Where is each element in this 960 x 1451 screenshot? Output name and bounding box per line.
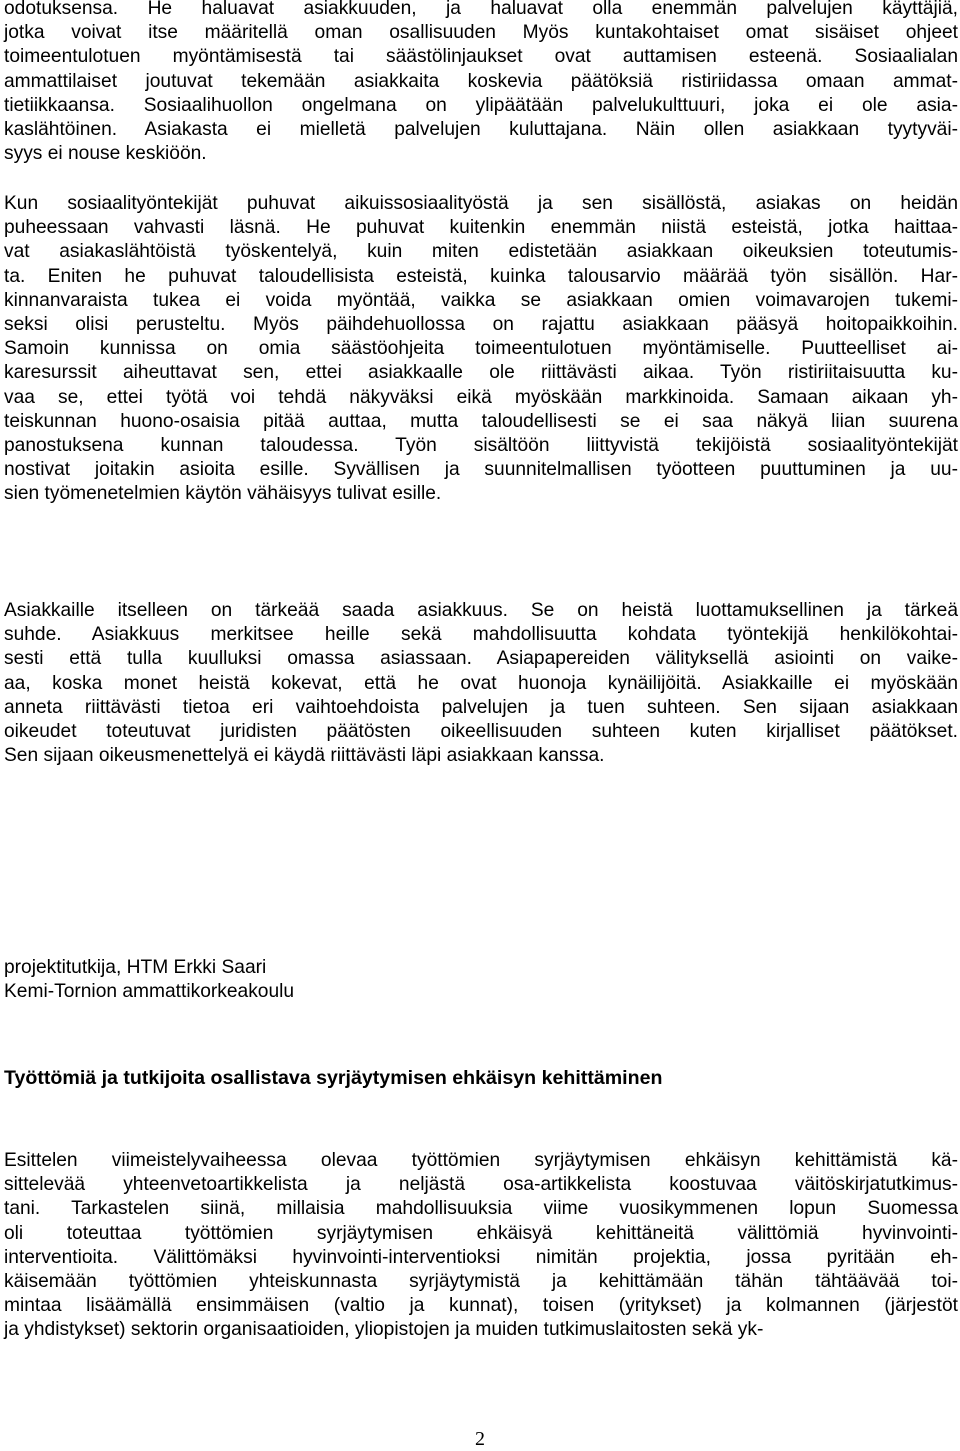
text-line: Sen sijaan oikeusmenettelyä ei käydä riittävästi läpi asiakkaan kanssa. [4,745,605,767]
body-paragraph-1 [4,0,958,166]
text-line: kaslähtöinen. Asiakasta ei mielletä palvelujen kuluttajana. Näin ollen asiakkaan tyytyväi- [4,118,958,140]
text-line: panostuksena kunnan taloudessa. Työn sisältöön liittyvistä tekijöistä sosiaalityöntekijät [4,434,958,456]
text-line: jotka voivat itse määritellä oman osallisuuden Myös kuntakohtaiset omat sisäiset ohjeet [4,22,958,44]
text-line: tietiikkaansa. Sosiaalihuollon ongelmana on ylipäätään palvelukulttuuri, joka ei ole asia- [4,94,958,116]
text-line: ammattilaiset joutuvat tekemään asiakkaita koskevia päätöksiä ristiriidassa omaan ammat- [4,70,958,92]
text-line: syys ei nouse keskiöön. [4,143,207,165]
text-line: mintaa lisäämällä ensimmäisen (valtio ja kunnat), toisen (yritykset) ja kolmannen (järjestöt [4,1295,958,1317]
author-affiliation: Kemi-Tornion ammattikorkeakoulu [4,981,295,1003]
text-line: suhde. Asiakkuus merkitsee heille sekä mahdollisuutta kohdata työntekijä henkilökohtai- [4,624,958,646]
author-block [4,956,294,1004]
text-line: oikeudet toteutuvat juridisten päätösten oikeellisuuden suhteen kuten kirjalliset päätökset. [4,720,958,742]
text-line: anneta riittävästi tietoa eri vaihtoehdoista palvelujen ja tuen suhteen. Sen sijaan asiakkaan [4,696,958,718]
text-line: tani. Tarkastelen siinä, millaisia mahdollisuuksia viime vuosikymmenen lopun Suomessa [4,1198,958,1220]
text-line: seksi olisi perusteltu. Myös päihdehuollossa on rajattu asiakkaan pääsyä hoitopaikkoihin. [4,313,958,335]
text-line: teiskunnan huono-osaisia pitää auttaa, mutta taloudellisesti se ei saa näkyä liian suurena [4,410,958,432]
text-line: Asiakkaille itselleen on tärkeää saada asiakkuus. Se on heistä luottamuksellinen ja tärkeä [4,600,958,621]
text-line: sien työmenetelmien käytön vähäisyys tulivat esille. [4,483,442,505]
text-line: ja yhdistykset) sektorin organisaatioiden, yliopistojen ja muiden tutkimuslaitosten sekä yk- [4,1319,764,1341]
text-line: Samoin kunnissa on omia säästöohjeita toimeentulotuen myöntämiselle. Puutteelliset ai- [4,338,958,360]
text-line: Kun sosiaalityöntekijät puhuvat aikuissosiaalityöstä ja sen sisällöstä, asiakas on heidän [4,193,958,214]
author-name: projektitutkija, HTM Erkki Saari [4,957,267,978]
text-line: Esittelen viimeistelyvaiheessa olevaa työttömien syrjäytymisen ehkäisyn kehittämistä kä- [4,1150,958,1171]
page-number: 2 [475,1428,485,1450]
text-line: sesti että tulla kuulluksi omassa asiassaan. Asiapapereiden välityksellä asiointi on vaike- [4,648,958,670]
article-title: Työttömiä ja tutkijoita osallistava syrjäytymisen ehkäisyn kehittäminen [4,1067,663,1089]
body-paragraph-2 [4,192,958,506]
text-line: sittelevää yhteenvetoartikkelista ja neljästä osa-artikkelista koostuvaa väitöskirjatutkimus- [4,1174,958,1196]
text-line: ta. Eniten he puhuvat taloudellisista esteistä, kuinka talousarvio määrää työn sisällön. Har- [4,265,958,287]
text-line: puheessaan vahvasti läsnä. He puhuvat kuitenkin enemmän niistä esteistä, jotka haittaa- [4,217,958,239]
text-line: karesurssit aiheuttavat sen, ettei asiakkaalle ole riittävästi aikaa. Työn ristiriitaisuutta ku- [4,362,958,384]
body-paragraph-3 [4,599,958,768]
text-line: toimeentulotuen myöntämisestä tai säästölinjaukset ovat auttamisen esteenä. Sosiaalialan [4,46,958,68]
body-paragraph-4 [4,1149,958,1343]
text-line: aa, koska monet heistä kokevat, että he ovat huonoja kynäilijöitä. Asiakkaille ei myöskään [4,672,958,694]
text-line: käisemään työttömien yhteiskunnasta syrjäytymistä ja kehittämään tähän tähtäävää toi- [4,1270,958,1292]
text-line: odotuksensa. He haluavat asiakkuuden, ja haluavat olla enemmän palvelujen käyttäjiä, [4,0,958,19]
text-line: interventioita. Välittömäksi hyvinvointi-interventioksi nimitän projektia, jossa pyritään eh- [4,1246,958,1268]
text-line: oli toteuttaa työttömien syrjäytymisen ehkäisyä kehittäneitä välittömiä hyvinvointi- [4,1222,958,1244]
text-line: vaa se, ettei työtä voi tehdä näkyväksi eikä myöskään markkinoida. Samaan aikaan yh- [4,386,958,408]
text-line: vat asiakaslähtöistä työskentelyä, kuin miten edistetään asiakkaan oikeuksien toteutumis- [4,241,958,263]
text-line: kinnanvaraista tukea ei voida myöntää, vaikka se asiakkaan omien voimavarojen tukemi- [4,289,958,311]
text-line: nostivat joitakin asioita esille. Syvällisen ja suunnitelmallisen työotteen puuttuminen ja uu- [4,459,958,481]
